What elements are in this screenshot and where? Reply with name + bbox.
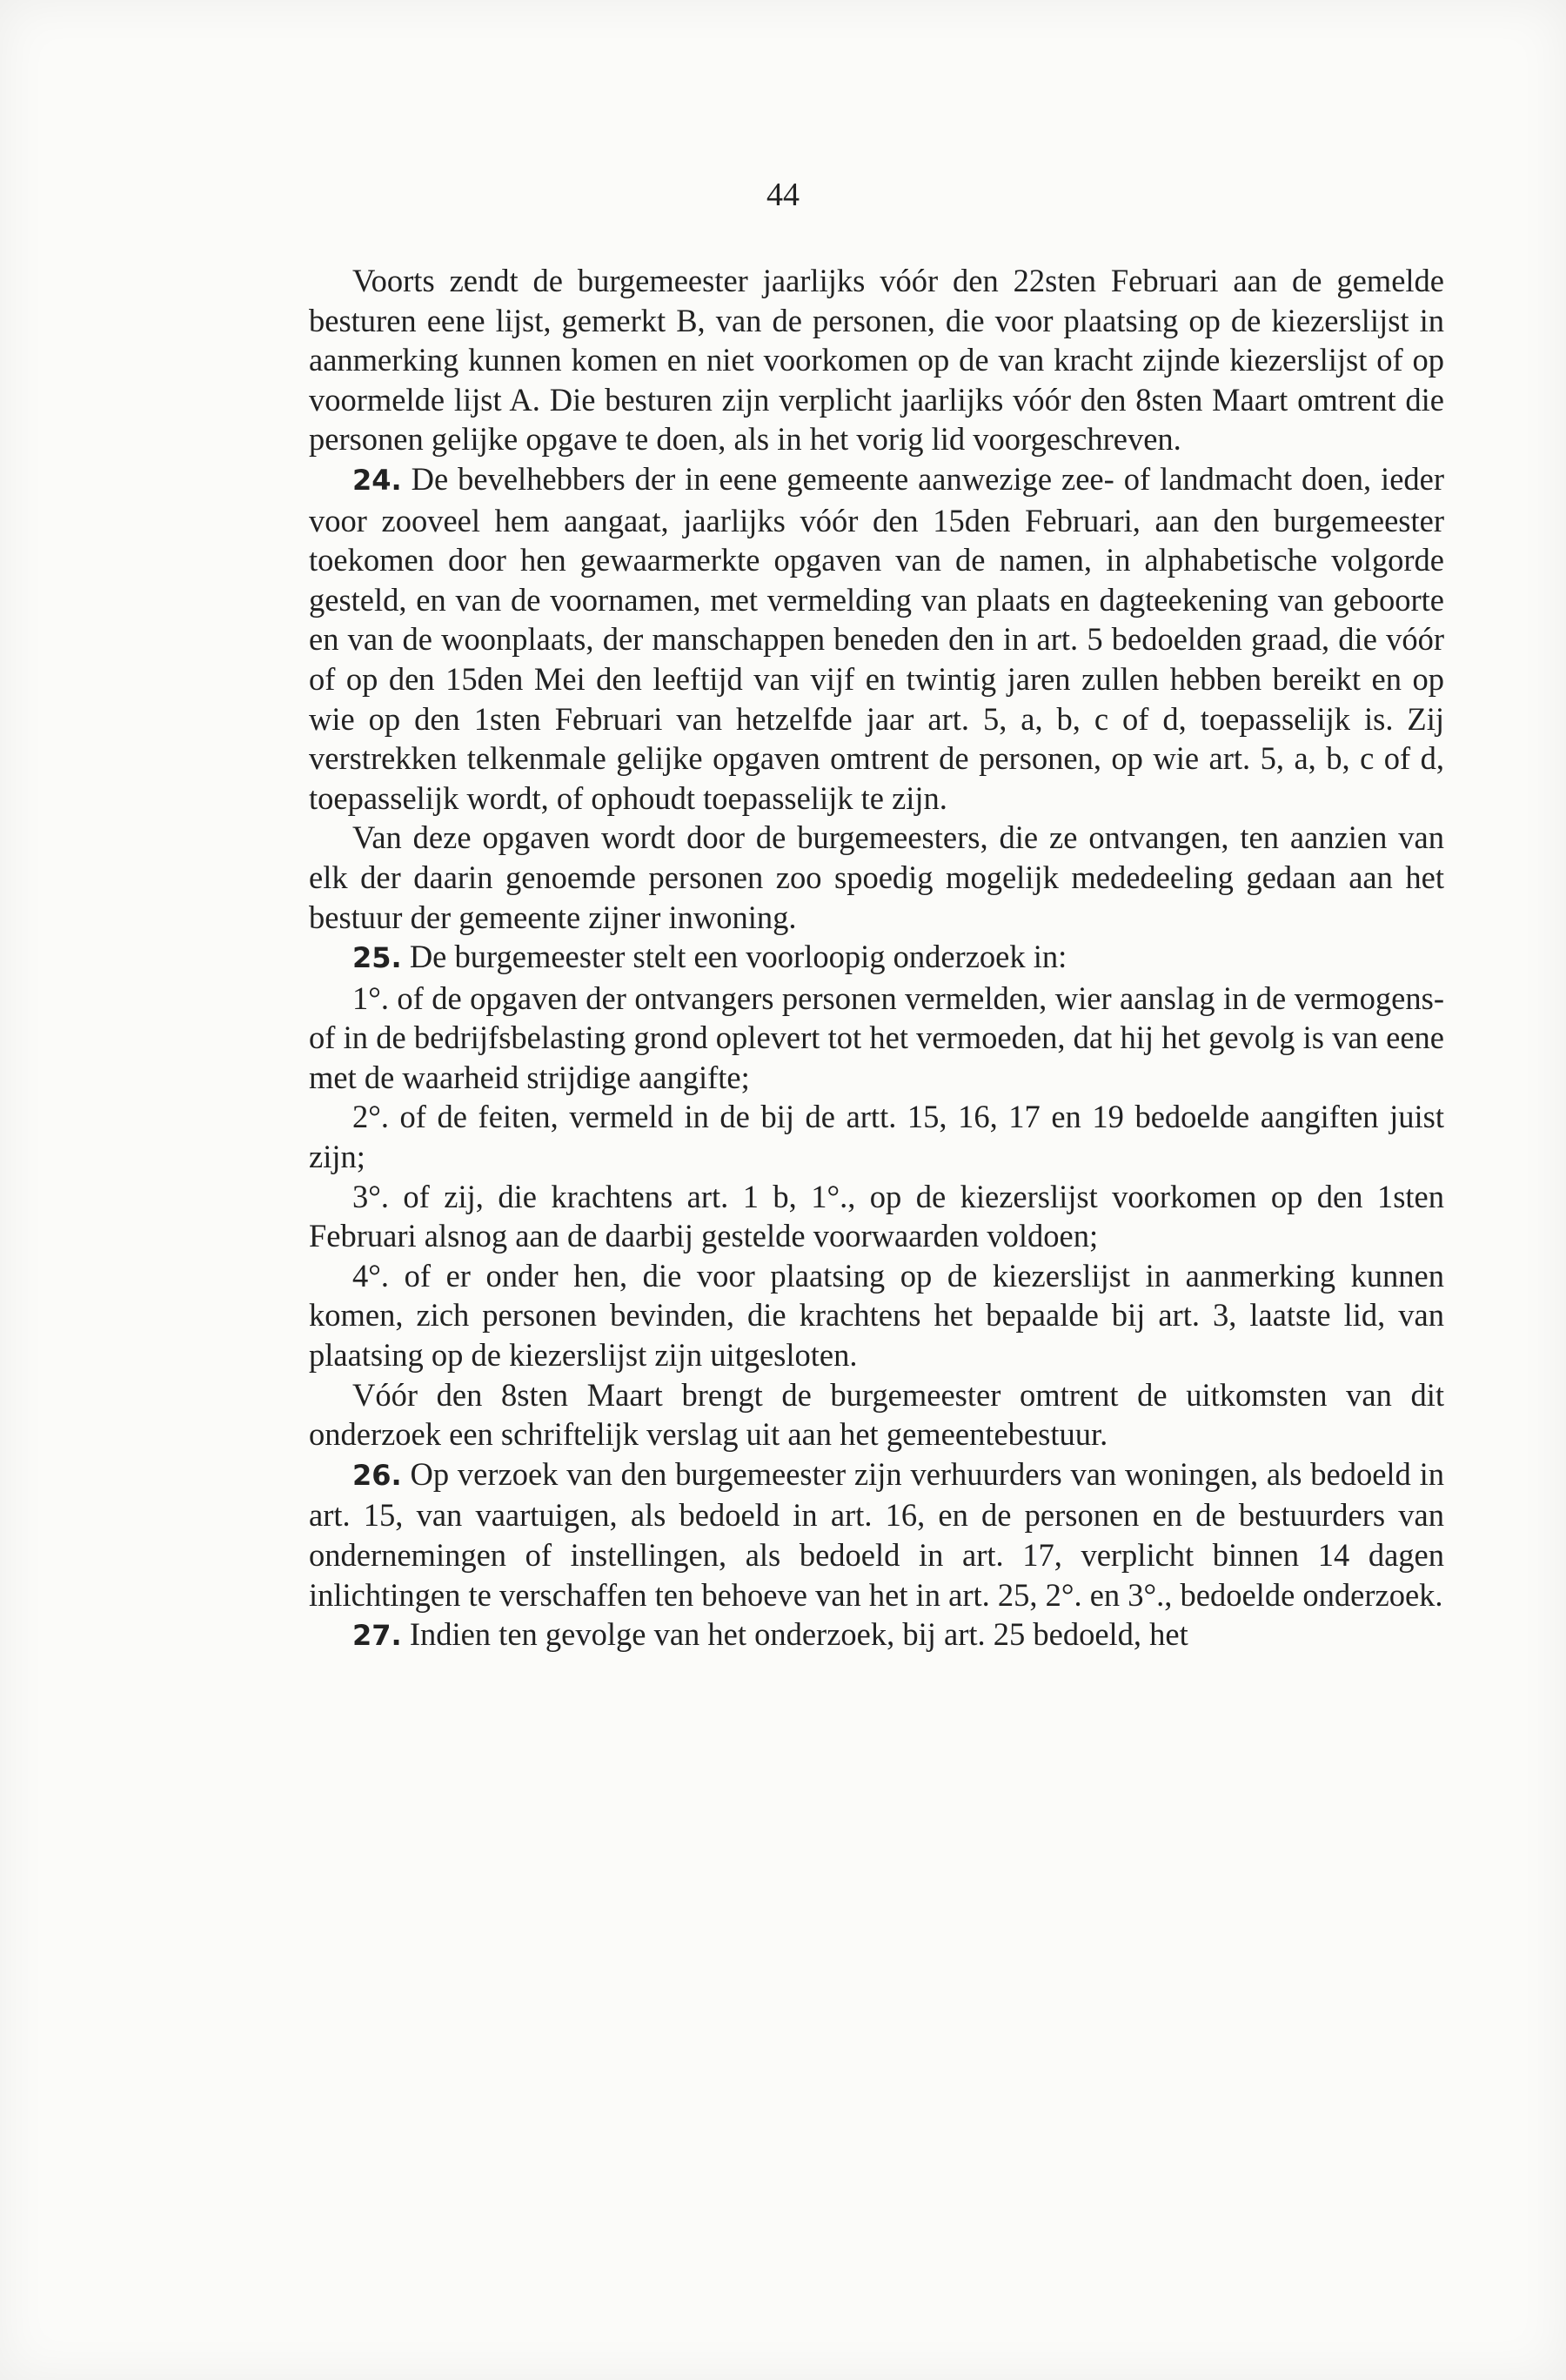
article-number: 24. [352, 463, 402, 497]
paragraph-text: Op verzoek van den burgemeester zijn verhuurders van woningen, als bedoeld in art. 15, van vaartuigen, als bedoeld in art. 16, en de personen en de bestuurders van ondernemingen of instellingen, als bedoeld in art. 17, verplicht binnen 14 dagen inlichtingen te verschaffen ten behoeve van het in art. 25, 2°. en 3°., bedoelde onderzoek. [309, 1455, 1444, 1613]
paragraph [309, 459, 1444, 818]
body-text [309, 261, 1444, 1656]
paragraph [309, 1454, 1444, 1615]
paragraph [309, 818, 1444, 937]
paragraph [309, 261, 1444, 459]
paragraph-text: 2°. of de feiten, vermeld in de bij de artt. 15, 16, 17 en 19 bedoelde aangiften juist zijn; [309, 1099, 1444, 1175]
article-number: 27. [352, 1619, 402, 1653]
paragraph-text: Van deze opgaven wordt door de burgemeesters, die ze ontvangen, ten aanzien van elk der daarin genoemde personen zoo spoedig mogelijk mededeeling gedaan aan het bestuur der gemeente zijner inwoning. [309, 819, 1444, 935]
paragraph-text: Indien ten gevolge van het onderzoek, bij art. 25 bedoeld, het [409, 1616, 1188, 1653]
paragraph-text: De bevelhebbers der in eene gemeente aanwezige zee- of landmacht doen, ieder voor zooveel hem aangaat, jaarlijks vóór den 15den Februari, aan den burgemeester toekomen door hen gewaarmerkte opgaven van de namen, in alphabetische volgorde gesteld, en van de voornamen, met vermelding van plaats en dagteekening van geboorte en van de woonplaats, der manschappen beneden den in art. 5 bedoelden graad, die vóór of op den 15den Mei den leeftijd van vijf en twintig jaren zullen hebben bereikt en op wie op den 1sten Februari van hetzelfde jaar art. 5, a, b, c of d, toepasselijk is. Zij verstrekken telkenmale gelijke opgaven omtrent de personen, op wie art. 5, a, b, c of d, toepasselijk wordt, of ophoudt toepasselijk te zijn. [309, 460, 1444, 816]
paragraph-text: 4°. of er onder hen, die voor plaatsing op de kiezerslijst in aanmerking kunnen komen, zich personen bevinden, die krachtens het bepaalde bij art. 3, laatste lid, van plaatsing op de kiezerslijst zijn uitgesloten. [309, 1257, 1444, 1374]
page-number: 44 [766, 177, 800, 213]
paragraph-text: Voorts zendt de burgemeester jaarlijks vóór den 22sten Februari aan de gemelde besturen eene lijst, gemerkt B, van de personen, die voor plaatsing op de kiezerslijst in aanmerking kunnen komen en niet voorkomen op de van kracht zijnde kiezerslijst of op voormelde lijst A. Die besturen zijn verplicht jaarlijks vóór den 8sten Maart omtrent die personen gelijke opgave te doen, als in het vorig lid voorgeschreven. [309, 263, 1444, 458]
paragraph [309, 1256, 1444, 1375]
article-number: 26. [352, 1458, 402, 1492]
paragraph [309, 1097, 1444, 1176]
article-number: 25. [352, 941, 402, 975]
paragraph [309, 1375, 1444, 1454]
paragraph-text: 3°. of zij, die krachtens art. 1 b, 1°., op de kiezerslijst voorkomen op den 1sten Februari alsnog aan de daarbij gestelde voorwaarden voldoen; [309, 1178, 1444, 1254]
paragraph [309, 937, 1444, 979]
paragraph-text: De burgemeester stelt een voorloopig onderzoek in: [409, 939, 1067, 975]
paragraph [309, 1615, 1444, 1656]
paragraph-text: Vóór den 8sten Maart brengt de burgemeester omtrent de uitkomsten van dit onderzoek een schriftelijk verslag uit aan het gemeentebestuur. [309, 1376, 1444, 1453]
paragraph-text: 1°. of de opgaven der ontvangers personen vermelden, wier aanslag in de vermogens- of in de bedrijfsbelasting grond oplevert tot het vermoeden, dat hij het gevolg is van eene met de waarheid strijdige aangifte; [309, 979, 1444, 1095]
paragraph [309, 1177, 1444, 1256]
paragraph [309, 979, 1444, 1098]
